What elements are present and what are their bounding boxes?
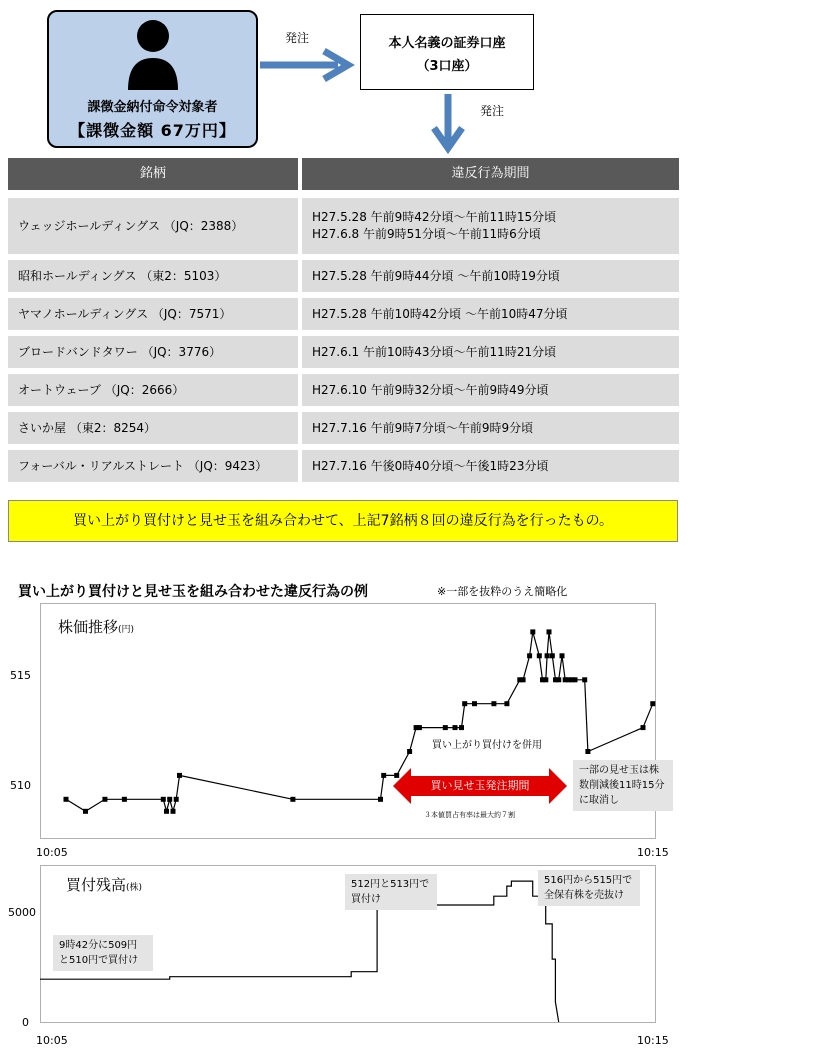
holding-y-tick-5000: 5000 — [8, 906, 36, 919]
price-chart-title: 株価推移(円) — [58, 618, 135, 636]
period-text: H27.5.28 午前9時42分頃～午前11時15分頃 — [312, 210, 557, 224]
table-header-stock: 銘柄 — [8, 158, 298, 190]
stock-name: 昭和ホールディングス （東2：5103） — [18, 268, 227, 283]
price-y-tick-515: 515 — [10, 669, 31, 682]
subject-amount: 【課徴金額 67万円】 — [69, 121, 236, 140]
stock-name: ヤマノホールディングス （JQ：7571） — [18, 306, 232, 321]
period-text: H27.7.16 午前9時7分頃～午前9時9分頃 — [312, 420, 534, 435]
holding-y-tick-0: 0 — [22, 1016, 29, 1029]
price-x-end: 10:15 — [637, 846, 669, 859]
holding-x-start: 10:05 — [36, 1034, 68, 1047]
holding-chart-title: 買付残高(株) — [66, 876, 143, 894]
period-text: H27.6.8 午前9時51分頃～午前11時6分頃 — [312, 227, 541, 241]
holding-note-first: 9時42分に509円と510円で買付け — [53, 935, 153, 971]
fake-order-note: ３本値買占有率は最大約７割 — [424, 811, 515, 819]
stock-name: ウェッジホールディングス （JQ：2388） — [18, 218, 244, 233]
stock-name: オートウェーブ （JQ：2666） — [18, 382, 185, 397]
section-title: 買い上がり買付けと見せ玉を組み合わせた違反行為の例 — [18, 584, 368, 600]
section-note: ※一部を抜粋のうえ簡略化 — [437, 585, 568, 598]
period-text: H27.5.28 午前10時42分頃 ～午前10時47分頃 — [312, 306, 568, 321]
holding-note-second: 512円と513円で買付け — [345, 874, 437, 910]
table-header-period: 違反行為期間 — [302, 158, 679, 190]
summary-banner: 買い上がり買付けと見せ玉を組み合わせて、上記7銘柄８回の違反行為を行ったもの。 — [8, 500, 678, 542]
stock-name: さいか屋 （東2：8254） — [18, 420, 156, 435]
order-label-2: 発注 — [480, 104, 505, 118]
period-text: H27.7.16 午後0時40分頃～午後1時23分頃 — [312, 458, 549, 473]
holding-x-end: 10:15 — [637, 1034, 669, 1047]
fake-order-label: 買い見せ玉発注期間 — [430, 779, 530, 792]
subject-name: 課徴金納付命令対象者 — [87, 100, 218, 115]
stock-name: フォーバル・リアルストレート （JQ：9423） — [18, 458, 268, 473]
order-label-1: 発注 — [285, 31, 310, 45]
price-cancel-note: 一部の見せ玉は株数削減後11時15分に取消し — [573, 760, 673, 811]
stock-name: ブロードバンドタワー （JQ：3776） — [18, 344, 222, 359]
holding-note-third: 516円から515円で全保有株を売抜け — [538, 870, 640, 906]
period-text: H27.5.28 午前9時44分頃 ～午前10時19分頃 — [312, 268, 560, 283]
price-annotation-buy: 買い上がり買付けを併用 — [432, 740, 542, 751]
period-text: H27.6.1 午前10時43分頃～午前11時21分頃 — [312, 344, 557, 359]
account-sub: （3口座） — [416, 59, 478, 74]
account-title: 本人名義の証券口座 — [388, 36, 506, 51]
price-x-start: 10:05 — [36, 846, 68, 859]
period-text: H27.6.10 午前9時32分頃～午前9時49分頃 — [312, 382, 549, 397]
price-y-tick-510: 510 — [10, 779, 31, 792]
